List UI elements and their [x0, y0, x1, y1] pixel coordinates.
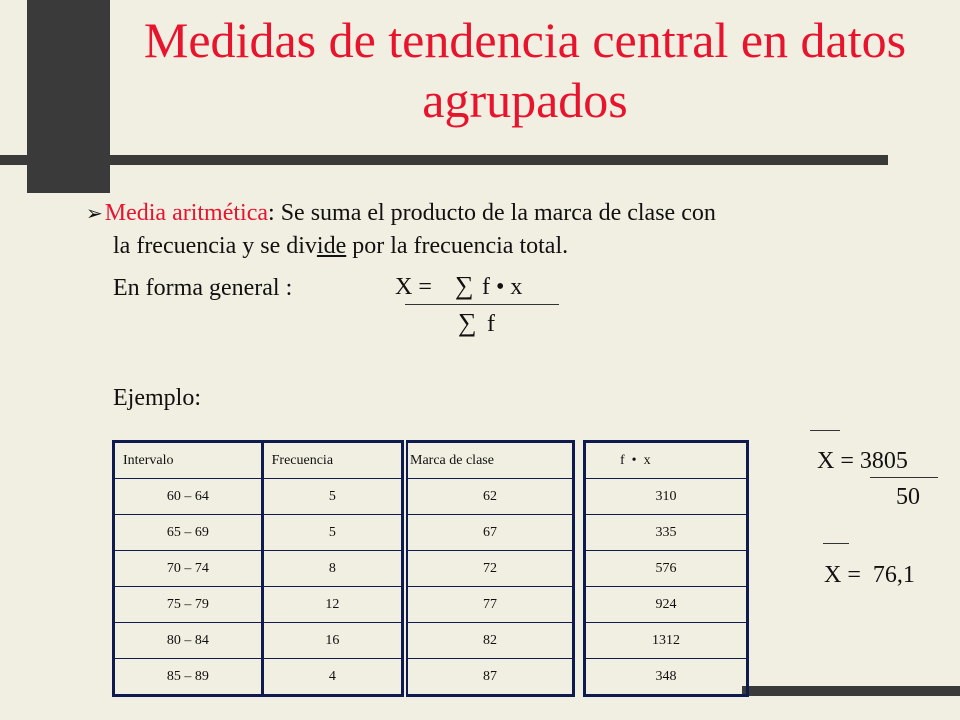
formula-numerator: f • x	[482, 274, 523, 300]
cell-class-mark: 72	[405, 551, 574, 587]
bullet-text-2b: por la frecuencia total.	[346, 233, 569, 259]
table-row	[405, 479, 574, 515]
cell-frequency: 4	[328, 668, 336, 684]
cell-product: 310	[585, 479, 748, 515]
cell-interval: 85 – 89	[114, 659, 263, 696]
table-interval-frequency	[112, 440, 404, 697]
bullet-text-1: : Se suma el producto de la marca de clase con	[268, 200, 716, 226]
arrow-bullet-icon: ➢	[86, 203, 103, 225]
result-fraction-line	[870, 477, 938, 478]
bullet-text-2-underlined: ide	[316, 233, 347, 259]
formula-denominator: f	[487, 311, 495, 337]
cell-class-mark: 77	[405, 587, 574, 623]
table-header-row	[405, 442, 574, 479]
result-x: X =	[817, 448, 860, 474]
table-row	[114, 587, 403, 623]
sigma-icon: ∑	[455, 271, 474, 300]
table-header-row	[114, 442, 403, 479]
cell-interval: 70 – 74	[114, 551, 263, 587]
table-row	[585, 515, 748, 551]
cell-interval: 65 – 69	[114, 515, 263, 551]
sigma-icon-2: ∑	[458, 308, 477, 337]
cell-frequency: 5	[262, 479, 402, 515]
table-row	[114, 623, 403, 659]
table-row	[585, 479, 748, 515]
table-row	[114, 479, 403, 515]
cell-interval: 60 – 64	[114, 479, 263, 515]
table-row	[405, 551, 574, 587]
header-f-x: f • x	[585, 442, 748, 479]
cell-class-mark: 82	[405, 623, 574, 659]
cell-class-mark: 62	[405, 479, 574, 515]
table-row	[405, 587, 574, 623]
general-form-label: En forma general :	[113, 275, 293, 301]
title-rule	[0, 155, 888, 165]
result-denominator: 50	[896, 484, 920, 510]
result-numerator: 3805	[859, 448, 908, 474]
mean-bar-2	[823, 543, 849, 544]
cell-interval: 80 – 84	[114, 623, 263, 659]
fraction-line	[405, 304, 559, 305]
table-header-row	[585, 442, 748, 479]
table-row	[585, 587, 748, 623]
header-frecuencia: Frecuencia	[262, 442, 402, 479]
table-row	[405, 515, 574, 551]
cell-frequency: 5	[262, 515, 402, 551]
cell-product: 576	[585, 551, 748, 587]
table-row	[405, 623, 574, 659]
mean-bar-1	[810, 430, 840, 431]
cell-product: 924	[585, 587, 748, 623]
cell-product: 1312	[585, 623, 748, 659]
cell-frequency: 16	[262, 623, 402, 659]
header-marca-de-clase: Marca de clase	[405, 442, 574, 479]
table-f-times-x	[583, 440, 749, 697]
term-media: Media aritmética	[104, 200, 269, 226]
formula-x: X =	[395, 274, 432, 300]
cell-interval: 75 – 79	[114, 587, 263, 623]
bullet-line-2	[113, 232, 568, 261]
table-row	[585, 659, 748, 696]
table-row	[114, 515, 403, 551]
bullet-line-1	[86, 199, 716, 229]
result-line-2: X = 76,1	[824, 562, 915, 588]
cell-frequency: 12	[262, 587, 402, 623]
table-class-mark	[402, 440, 575, 697]
cell-product: 335	[585, 515, 748, 551]
table-row	[405, 659, 574, 696]
cell-class-mark: 67	[405, 515, 574, 551]
example-label: Ejemplo:	[113, 385, 201, 411]
cell-class-mark: 87	[483, 668, 497, 684]
bullet-text-2a: la frecuencia y se div	[113, 233, 317, 259]
header-intervalo: Intervalo	[114, 442, 263, 479]
table-row	[585, 551, 748, 587]
table-row	[114, 659, 403, 696]
cell-product: 348	[655, 668, 677, 684]
table-row	[114, 551, 403, 587]
slide-title: Medidas de tendencia central en datos agrupados	[143, 12, 907, 128]
result-line-1	[817, 448, 908, 475]
footer-rule	[742, 686, 960, 696]
table-row	[585, 623, 748, 659]
cell-frequency: 8	[262, 551, 402, 587]
